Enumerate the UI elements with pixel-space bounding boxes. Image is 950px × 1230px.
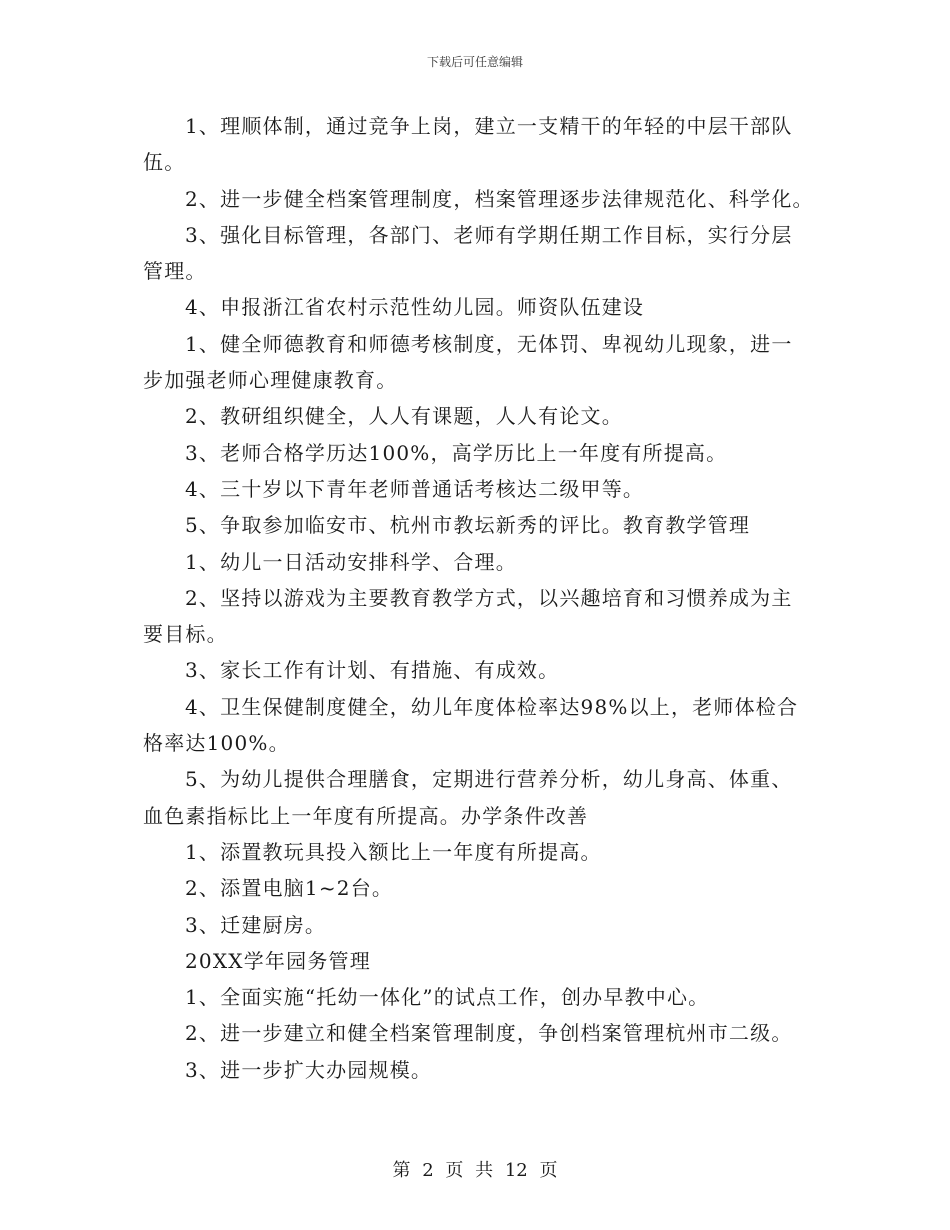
paragraph-line: 5、为幼儿提供合理膳食，定期进行营养分析，幼儿身高、体重、 <box>185 767 793 792</box>
paragraph-line: 2、教研组织健全，人人有课题，人人有论文。 <box>185 404 623 429</box>
paragraph-line: 1、添置教玩具投入额比上一年度有所提高。 <box>185 839 602 864</box>
paragraph-line: 2、添置电脑1~2台。 <box>185 876 394 901</box>
paragraph-line: 2、坚持以游戏为主要教育教学方式，以兴趣培育和习惯养成为主 <box>185 585 793 610</box>
paragraph-line: 格率达100%。 <box>143 731 290 756</box>
paragraph-line: 步加强老师心理健康教育。 <box>143 368 398 393</box>
paragraph-line: 4、三十岁以下青年老师普通话考核达二级甲等。 <box>185 476 645 501</box>
paragraph-line: 管理。 <box>143 259 207 284</box>
paragraph-line: 3、迁建厨房。 <box>185 912 327 937</box>
paragraph-line: 1、理顺体制，通过竞争上岗，建立一支精干的年轻的中层干部队 <box>185 114 793 138</box>
section-heading: 20XX学年园务管理 <box>185 948 371 973</box>
paragraph-line: 3、强化目标管理，各部门、老师有学期任期工作目标，实行分层 <box>185 222 793 247</box>
paragraph-line: 3、家长工作有计划、有措施、有成效。 <box>185 658 560 683</box>
document-body <box>143 108 813 1088</box>
paragraph-line: 2、进一步建立和健全档案管理制度，争创档案管理杭州市二级。 <box>185 1021 793 1046</box>
paragraph-line: 5、争取参加临安市、杭州市教坛新秀的评比。教育教学管理 <box>185 513 751 538</box>
paragraph-line: 伍。 <box>143 150 186 175</box>
paragraph-line: 1、健全师德教育和师德考核制度，无体罚、卑视幼儿现象，进一 <box>185 331 793 356</box>
paragraph-line: 4、卫生保健制度健全，幼儿年度体检率达98%以上，老师体检合 <box>185 694 799 719</box>
paragraph-line: 1、幼儿一日活动安排科学、合理。 <box>185 549 517 574</box>
paragraph-line: 要目标。 <box>143 622 228 647</box>
paragraph-line: 血色素指标比上一年度有所提高。办学条件改善 <box>143 803 589 828</box>
paragraph-line: 1、全面实施“托幼一体化”的试点工作，创办早教中心。 <box>185 985 710 1010</box>
page-header-note: 下载后可任意编辑 <box>426 55 523 69</box>
paragraph-line: 2、进一步健全档案管理制度，档案管理逐步法律规范化、科学化。 <box>185 186 814 211</box>
paragraph-line: 3、进一步扩大办园规模。 <box>185 1057 433 1082</box>
page-number-footer: 第 2 页 共 12 页 <box>392 1160 558 1181</box>
paragraph-line: 4、申报浙江省农村示范性幼儿园。师资队伍建设 <box>185 295 645 320</box>
paragraph-line: 3、老师合格学历达100%，高学历比上一年度有所提高。 <box>185 440 728 465</box>
